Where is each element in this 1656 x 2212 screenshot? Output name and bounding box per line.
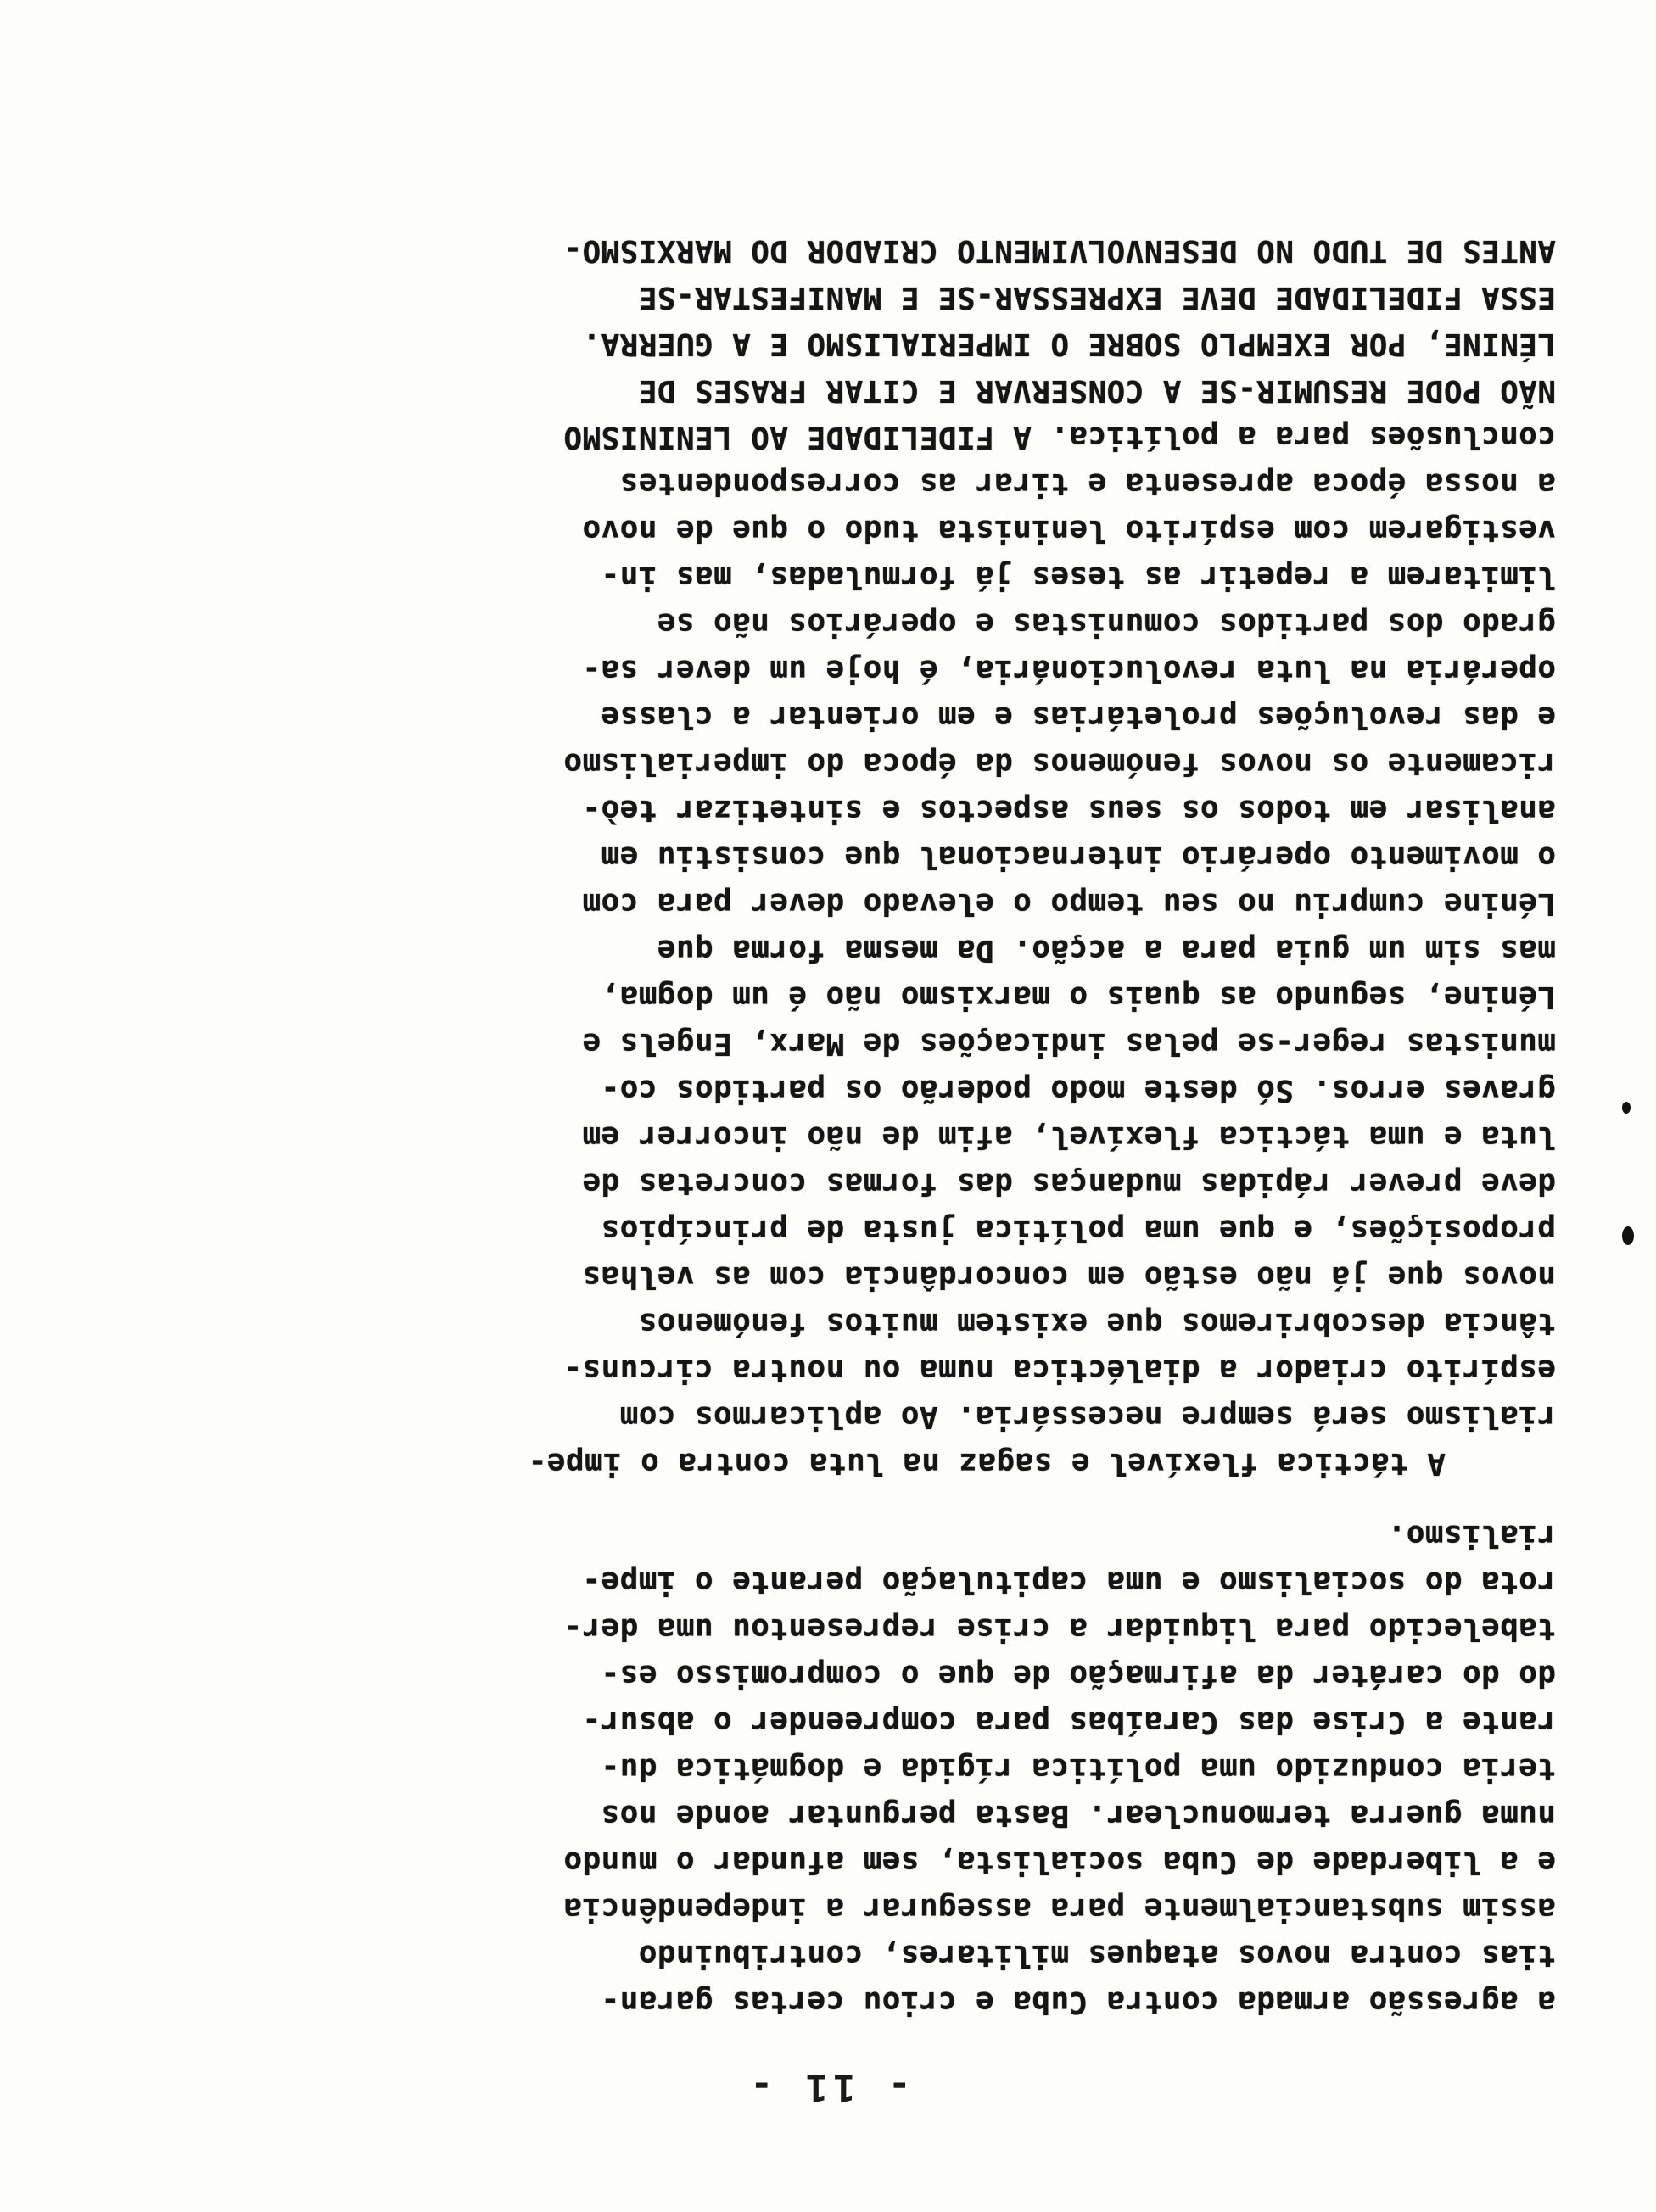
text-line: a nossa época apresenta e tirar as correspondentes: [619, 466, 1556, 501]
text-line: do do caráter da afirmação de que o compromisso es-: [601, 1658, 1556, 1693]
text-line: e a liberdade de Cuba socialista, sem afundar o mundo: [563, 1845, 1556, 1880]
text-line: a agressão armada contra Cuba e criou certas garan-: [601, 1985, 1556, 2019]
text-line: deve prever rápidas mudanças das formas concretas de: [582, 1166, 1556, 1201]
text-line: ESSA FIDELIDADE DEVE EXPRESSAR-SE E MANIFESTAR-SE: [638, 280, 1556, 315]
text-line: proposições, e que uma política justa de princípios: [601, 1213, 1556, 1248]
paragraph-gap: [232, 1487, 1556, 1512]
text-line: Lénine cumpriu no seu tempo o elevado dever para com: [582, 886, 1556, 921]
body-text: [232, 227, 1556, 2025]
page-number: - 11 -: [745, 2065, 911, 2109]
text-line: o movimento operário internacional que consistiu em: [601, 840, 1556, 874]
text-line: rante a Crise das Caraíbas para compreender o absur-: [582, 1705, 1556, 1740]
text-line: rialismo será sempre necessária. Ao aplicarmos com: [619, 1399, 1556, 1434]
text-line: tabelecido para liquidar a crise representou uma der-: [563, 1612, 1556, 1646]
text-line: e das revoluções proletárias e em orientar a classe: [601, 700, 1556, 735]
text-line: munistas reger-se pelas indicações de Marx, Engels e: [582, 1026, 1556, 1061]
text-line: tância descobriremos que existem muitos fenómenos: [638, 1306, 1556, 1341]
ink-speck: [1622, 1102, 1631, 1114]
text-line: NÃO PODE RESUMIR-SE A CONSERVAR E CITAR FRASES DE: [638, 373, 1556, 408]
text-line: LÉNINE, POR EXEMPLO SOBRE O IMPERIALISMO E A GUERRA.: [582, 327, 1556, 361]
text-line: Lénine, segundo as quais o marxismo não é um dogma,: [601, 980, 1556, 1014]
text-line: teria conduzido uma política rígida e dogmática du-: [601, 1751, 1556, 1786]
text-line: ANTES DE TUDO NO DESENVOLVIMENTO CRIADOR DO MARXISMO-: [563, 233, 1556, 268]
text-line: tias contra novos ataques militares, contribuindo: [638, 1938, 1556, 1973]
text-line: rota do socialismo e uma capitulação perante o impe-: [582, 1565, 1556, 1600]
text-line: luta e uma táctica flexível, afim de não incorrer em: [582, 1120, 1556, 1154]
text-line: rialismo.: [1387, 1518, 1556, 1553]
text-line: graves erros. Só deste modo poderão os partidos co-: [601, 1073, 1556, 1108]
text-line: numa guerra termonuclear. Basta perguntar aonde nos: [601, 1798, 1556, 1833]
text-line: operária na luta revolucionária, é hoje um dever sa-: [582, 653, 1556, 688]
text-line: limitarem a repetir as teses já formuladas, mas in-: [601, 560, 1556, 595]
text-line: grado dos partidos comunistas e operários não se: [657, 606, 1556, 641]
text-line: analisar em todos os seus aspectos e sintetizar teò-: [582, 793, 1556, 828]
text-line: assim substancialmente para assegurar a independência: [563, 1891, 1556, 1926]
text-line: ricamente os novos fenómenos da época do imperialismo: [563, 746, 1556, 781]
text-line: novos que já não estão em concordância com as velhas: [582, 1260, 1556, 1294]
text-line: conclusões para a política. A FIDELIDADE AO LENINISMO: [563, 420, 1556, 455]
text-line: mas sim um guia para a acção. Da mesma forma que: [657, 933, 1556, 968]
text-line: vestigarem com espírito leninista tudo o que de novo: [582, 513, 1556, 548]
text-line: espírito criador a dialéctica numa ou noutra circuns-: [563, 1353, 1556, 1388]
text-line: A táctica flexível e sagaz na luta contra o impe-: [528, 1446, 1446, 1481]
ink-speck: [1622, 1226, 1634, 1245]
